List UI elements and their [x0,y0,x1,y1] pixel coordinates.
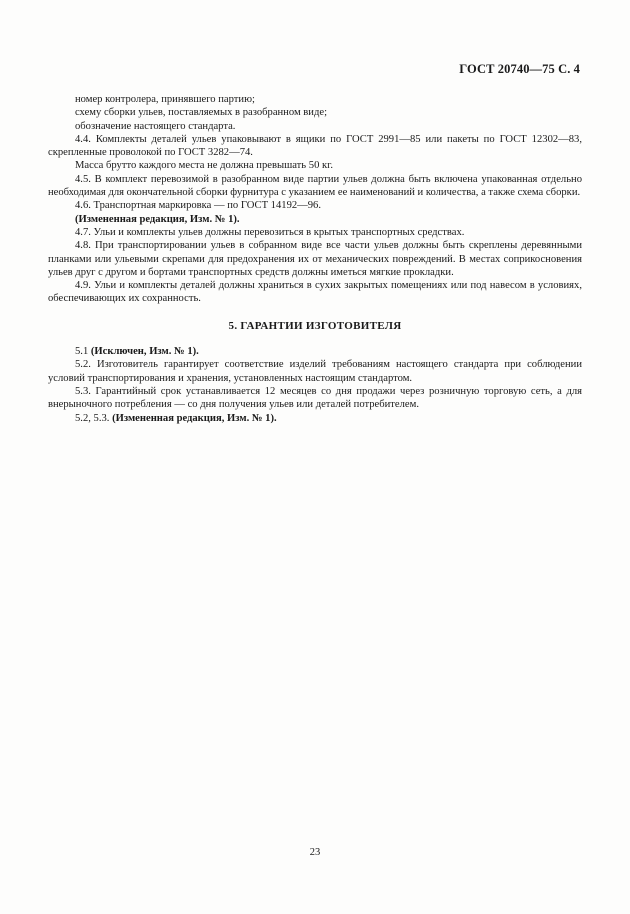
paragraph-standard-designation: обозначение настоящего стандарта. [75,120,236,132]
paragraph-5-2-5-3-amendment [48,412,582,425]
paragraph-4-8: 4.8. При транспортировании ульев в собранном виде все части ульев должны быть скреплены деревянными планками или ульевыми скрепами для предохранения их от механических повреждений. В местах соприкосновения ульев друг с другом и бортами транспортных средств должны иметься мягкие прокладки. [48,240,582,278]
paragraph-5-2: 5.2. Изготовитель гарантирует соответствие изделий требованиям настоящего стандарта при соблюдении условий транспортирования и хранения, установленных настоящим стандартом. [48,359,582,384]
paragraph-4-6: 4.6. Транспортная маркировка — по ГОСТ 14192—96. [75,200,322,212]
paragraph-5-1 [48,345,582,358]
paragraph-4-7: 4.7. Ульи и комплекты ульев должны перевозиться в крытых транспортных средствах. [75,226,465,238]
page-header: ГОСТ 20740—75 С. 4 [459,62,580,76]
paragraph-4-4: 4.4. Комплекты деталей ульев упаковывают в ящики по ГОСТ 2991—85 или пакеты по ГОСТ 12302—83, скрепленные проволокой по ГОСТ 3282—74. [48,133,582,159]
document-body [48,93,582,425]
section-5-heading: 5. ГАРАНТИИ ИЗГОТОВИТЕЛЯ [228,319,402,332]
paragraph-4-5: 4.5. В комплект перевозимой в разобранном виде партии ульев должна быть включена упакованная отдельно необходимая для окончательной сборки фурнитура с указанием ее наименований и количества, а также схема сборки. [48,173,582,199]
paragraph-5-1-excluded-note: (Исключен, Изм. № 1). [90,346,199,358]
paragraph-gross-mass: Масса брутто каждого места не должна превышать 50 кг. [75,160,333,172]
paragraph-controller-number: номер контролера, принявшего партию; [75,94,255,105]
paragraph-5-3: 5.3. Гарантийный срок устанавливается 12 месяцев со дня продажи через розничную торговую сеть, а для внерыночного потребления — со дня получения ульев или деталей потребителем. [48,385,582,411]
paragraph-5-2-5-3-number: 5.2, 5.3. [75,412,110,424]
paragraph-5-2-5-3-amendment-note: (Измененная редакция, Изм. № 1). [112,412,277,424]
page-number: 23 [309,847,321,858]
paragraph-4-9: 4.9. Ульи и комплекты деталей должны храниться в сухих закрытых помещениях или под навесом в условиях, обеспечивающих их сохранность. [48,280,582,305]
paragraph-amendment-note: (Измененная редакция, Изм. № 1). [75,213,240,225]
paragraph-assembly-scheme: схему сборки ульев, поставляемых в разобранном виде; [75,107,328,119]
paragraph-5-1-number: 5.1 [75,346,89,358]
